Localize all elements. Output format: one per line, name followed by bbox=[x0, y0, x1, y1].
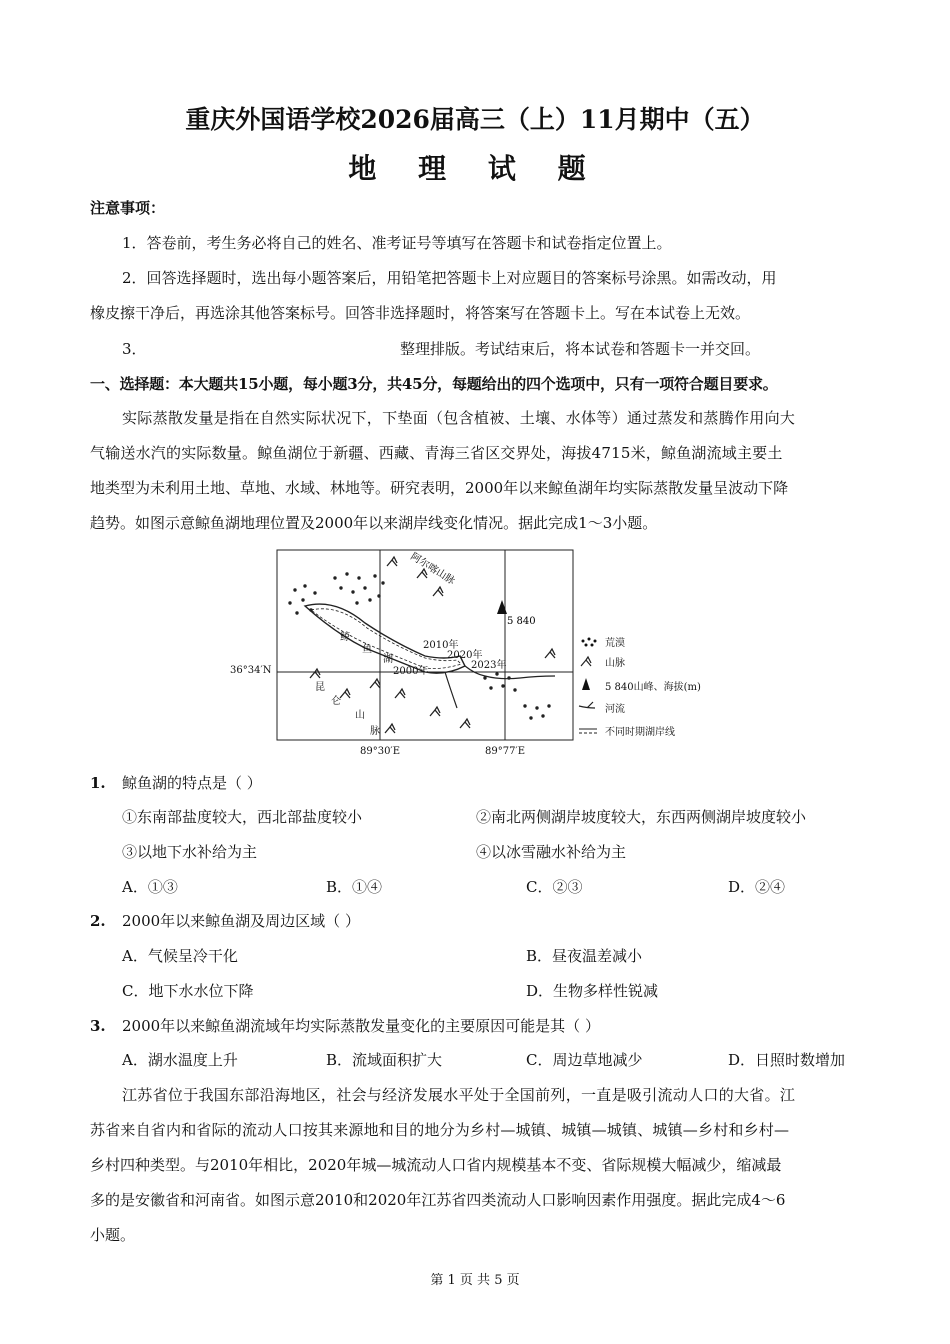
lake-char-1: 鲸 bbox=[340, 632, 350, 643]
q1-option-a: A．①③ bbox=[122, 878, 178, 896]
notice-item-3-text: 整理排版。考试结束后，将本试卷和答题卡一并交回。 bbox=[400, 340, 761, 358]
passage1-line1: 实际蒸散发量是指在自然实际状况下，下垫面（包含植被、土壤、水体等）通过蒸发和蒸腾作用向大 bbox=[122, 409, 796, 427]
q3-stem: 2000年以来鲸鱼湖流域年均实际蒸散发量变化的主要原因可能是其（ ） bbox=[122, 1017, 600, 1035]
q2-option-b: B．昼夜温差减小 bbox=[526, 947, 643, 965]
q2-stem: 2000年以来鲸鱼湖及周边区域（ ） bbox=[122, 912, 360, 930]
legend-desert: 荒漠 bbox=[605, 638, 625, 649]
passage2-line3: 乡村四种类型。与2010年相比，2020年城—城流动人口省内规模基本不变、省际规模大幅减少，缩减最 bbox=[90, 1156, 782, 1174]
q2-number: 2. bbox=[90, 912, 106, 930]
q1-stem: 鲸鱼湖的特点是（ ） bbox=[122, 774, 262, 792]
lon-right-label: 89°77′E bbox=[484, 746, 526, 757]
legend-mountain: 山脉 bbox=[605, 658, 625, 669]
passage2-line2: 苏省来自省内和省际的流动人口按其来源地和目的地分为乡村—城镇、城镇—城镇、城镇—乡村和乡村— bbox=[90, 1121, 790, 1139]
passage2-line1: 江苏省位于我国东部沿海地区，社会与经济发展水平处于全国前列，一直是吸引流动人口的大省。江 bbox=[122, 1086, 796, 1104]
q1-statement-4: ④以冰雪融水补给为主 bbox=[476, 843, 627, 861]
section-heading: 一、选择题：本大题共15小题，每小题3分，共45分，每题给出的四个选项中，只有一项符合题目要求。 bbox=[90, 375, 778, 393]
lon-left-label: 89°30′E bbox=[359, 746, 401, 757]
page-subtitle: 地 理 试 题 bbox=[348, 152, 602, 185]
notice-item-1: 1．答卷前，考生务必将自己的姓名、准考证号等填写在答题卡和试卷指定位置上。 bbox=[122, 234, 672, 252]
kunlun-char-4: 脉 bbox=[370, 726, 380, 737]
legend-shoreline: 不同时期湖岸线 bbox=[605, 727, 675, 738]
lake-map-figure bbox=[275, 548, 725, 763]
legend-river: 河流 bbox=[605, 704, 625, 715]
mountain-top-label: 阿尔喀山脉 bbox=[408, 551, 457, 588]
q1-statement-3: ③以地下水补给为主 bbox=[122, 843, 258, 861]
year-2020-label: 2020年 bbox=[447, 650, 483, 661]
q3-option-d: D．日照时数增加 bbox=[728, 1051, 846, 1069]
map-legend bbox=[579, 636, 701, 738]
page-footer: 第 1 页 共 5 页 bbox=[430, 1273, 520, 1288]
passage1-line3: 地类型为未利用土地、草地、水域、林地等。研究表明，2000年以来鲸鱼湖年均实际蒸散发量呈波动下降 bbox=[90, 479, 789, 497]
lat-label: 36°34′N bbox=[230, 665, 272, 676]
kunlun-char-1: 昆 bbox=[315, 682, 325, 693]
kunlun-char-3: 山 bbox=[355, 710, 365, 721]
desert-dots bbox=[288, 572, 550, 719]
q1-statement-1: ①东南部盐度较大，西北部盐度较小 bbox=[122, 808, 363, 826]
year-2010-label: 2010年 bbox=[423, 640, 459, 651]
legend-peak: 5 840山峰、海拔(m) bbox=[605, 682, 701, 693]
page-title: 重庆外国语学校2026届高三（上）11月期中（五） bbox=[185, 105, 765, 134]
q3-option-a: A．湖水温度上升 bbox=[122, 1051, 238, 1069]
notice-item-2-line2: 橡皮擦干净后，再选涂其他答案标号。回答非选择题时，将答案写在答题卡上。写在本试卷上无效。 bbox=[90, 304, 751, 322]
lake-char-2: 鱼 bbox=[362, 644, 372, 655]
q1-number: 1. bbox=[90, 774, 106, 792]
year-2000-label: 2000年 bbox=[393, 666, 429, 677]
q1-statement-2: ②南北两侧湖岸坡度较大，东西两侧湖岸坡度较小 bbox=[476, 808, 807, 826]
q1-option-c: C．②③ bbox=[526, 878, 583, 896]
q3-number: 3. bbox=[90, 1017, 106, 1035]
q2-option-c: C．地下水水位下降 bbox=[122, 982, 254, 1000]
q2-option-a: A．气候呈冷干化 bbox=[122, 947, 238, 965]
peak-label: 5 840 bbox=[507, 616, 536, 627]
notice-item-2-line1: 2．回答选择题时，选出每小题答案后，用铅笔把答题卡上对应题目的答案标号涂黑。如需改动，用 bbox=[122, 269, 777, 287]
kunlun-char-2: 仑 bbox=[331, 696, 341, 707]
q3-option-b: B．流域面积扩大 bbox=[326, 1051, 443, 1069]
q1-option-b: B．①④ bbox=[326, 878, 383, 896]
q2-option-d: D．生物多样性锐减 bbox=[526, 982, 659, 1000]
passage1-line4: 趋势。如图示意鲸鱼湖地理位置及2000年以来湖岸线变化情况。据此完成1～3小题。 bbox=[90, 514, 658, 532]
lake-char-3: 湖 bbox=[383, 654, 393, 665]
q3-option-c: C．周边草地减少 bbox=[526, 1051, 643, 1069]
passage2-line4: 多的是安徽省和河南省。如图示意2010和2020年江苏省四类流动人口影响因素作用强度。据此完成4～6 bbox=[90, 1191, 786, 1209]
notice-heading: 注意事项： bbox=[90, 199, 166, 217]
year-2023-label: 2023年 bbox=[471, 660, 507, 671]
passage1-line2: 气输送水汽的实际数量。鲸鱼湖位于新疆、西藏、青海三省区交界处，海拔4715米，鲸鱼湖流域主要土 bbox=[90, 444, 783, 462]
q1-option-d: D．②④ bbox=[728, 878, 786, 896]
notice-item-3-num: 3． bbox=[122, 340, 147, 358]
passage2-line5: 小题。 bbox=[90, 1226, 136, 1244]
